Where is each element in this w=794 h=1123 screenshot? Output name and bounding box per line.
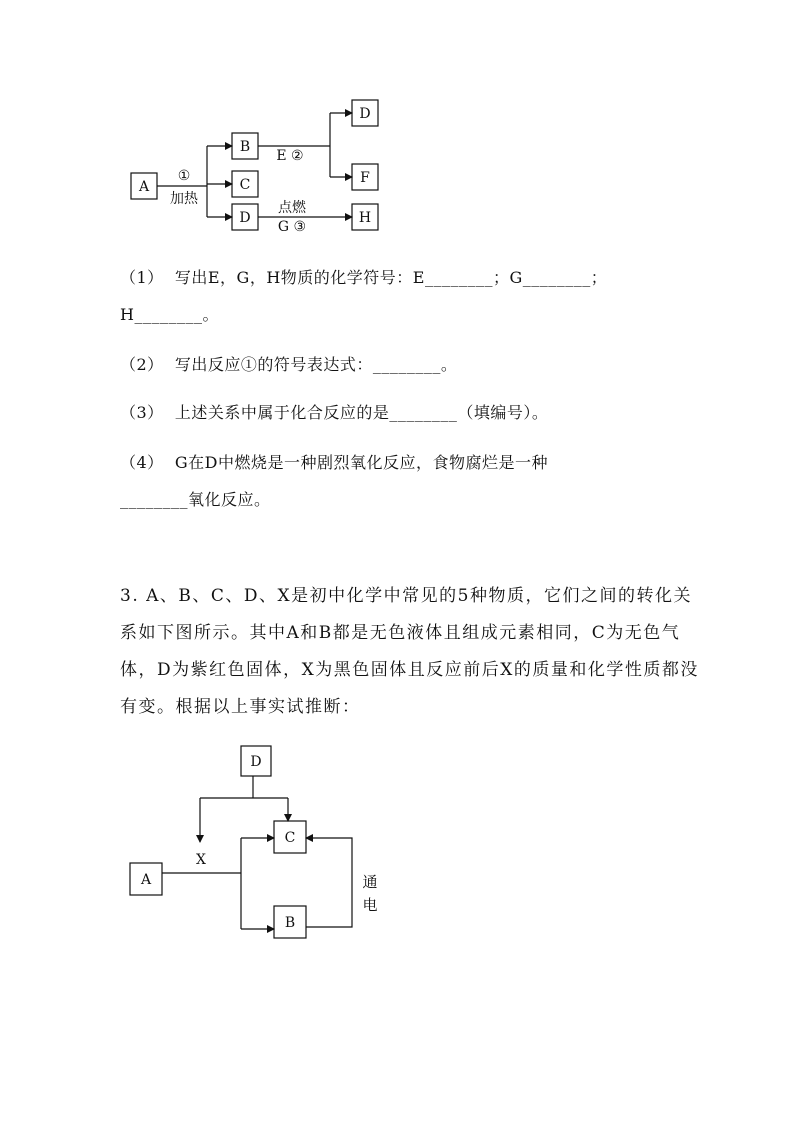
node-d: D bbox=[239, 210, 251, 226]
node-c2: C bbox=[284, 830, 296, 846]
node-c: C bbox=[239, 177, 251, 193]
question-3: （3） 上述关系中属于化合反应的是________（填编号）。 bbox=[120, 403, 549, 422]
question-2: （2） 写出反应①的符号表达式：________。 bbox=[120, 355, 458, 374]
node-a: A bbox=[138, 179, 150, 195]
node-b2: B bbox=[284, 915, 296, 931]
label-x: X bbox=[196, 852, 206, 868]
label-electrify-1: 通 bbox=[362, 873, 378, 891]
node-h: H bbox=[358, 210, 372, 226]
question-1-line-1: （1） 写出E，G，H物质的化学符号：E________；G________； bbox=[120, 268, 608, 287]
node-f: F bbox=[360, 170, 370, 186]
node-a2: A bbox=[140, 872, 152, 888]
label-ignite: 点燃 bbox=[278, 200, 306, 216]
label-electrify-2: 电 bbox=[362, 896, 378, 914]
reaction-diagram-1 bbox=[0, 0, 794, 260]
node-d-top: D bbox=[359, 106, 371, 122]
label-heat: 加热 bbox=[170, 191, 198, 207]
label-g3: G ③ bbox=[277, 219, 307, 235]
question-1-line-2: H________。 bbox=[120, 305, 219, 324]
question-4-line-1: （4） G在D中燃烧是一种剧烈氧化反应，食物腐烂是一种 bbox=[120, 453, 548, 472]
node-b: B bbox=[239, 139, 251, 155]
problem-3-text: 3. A、B、C、D、X是初中化学中常见的5种物质，它们之间的转化关系如下图所示。其中A和B都是无色液体且组成元素相同，C为无色气体，D为紫红色固体，X为黑色固体且反应前后X的质量和化学性质都没有变。根据以上事实试推断： bbox=[120, 586, 699, 717]
arrow-b-to-c bbox=[306, 838, 352, 927]
label-e2: E ② bbox=[276, 148, 304, 164]
node-d2: D bbox=[250, 754, 262, 770]
question-4-line-2: ________氧化反应。 bbox=[120, 490, 271, 509]
reaction-diagram-2 bbox=[0, 730, 794, 960]
label-step-1: ① bbox=[177, 168, 191, 184]
